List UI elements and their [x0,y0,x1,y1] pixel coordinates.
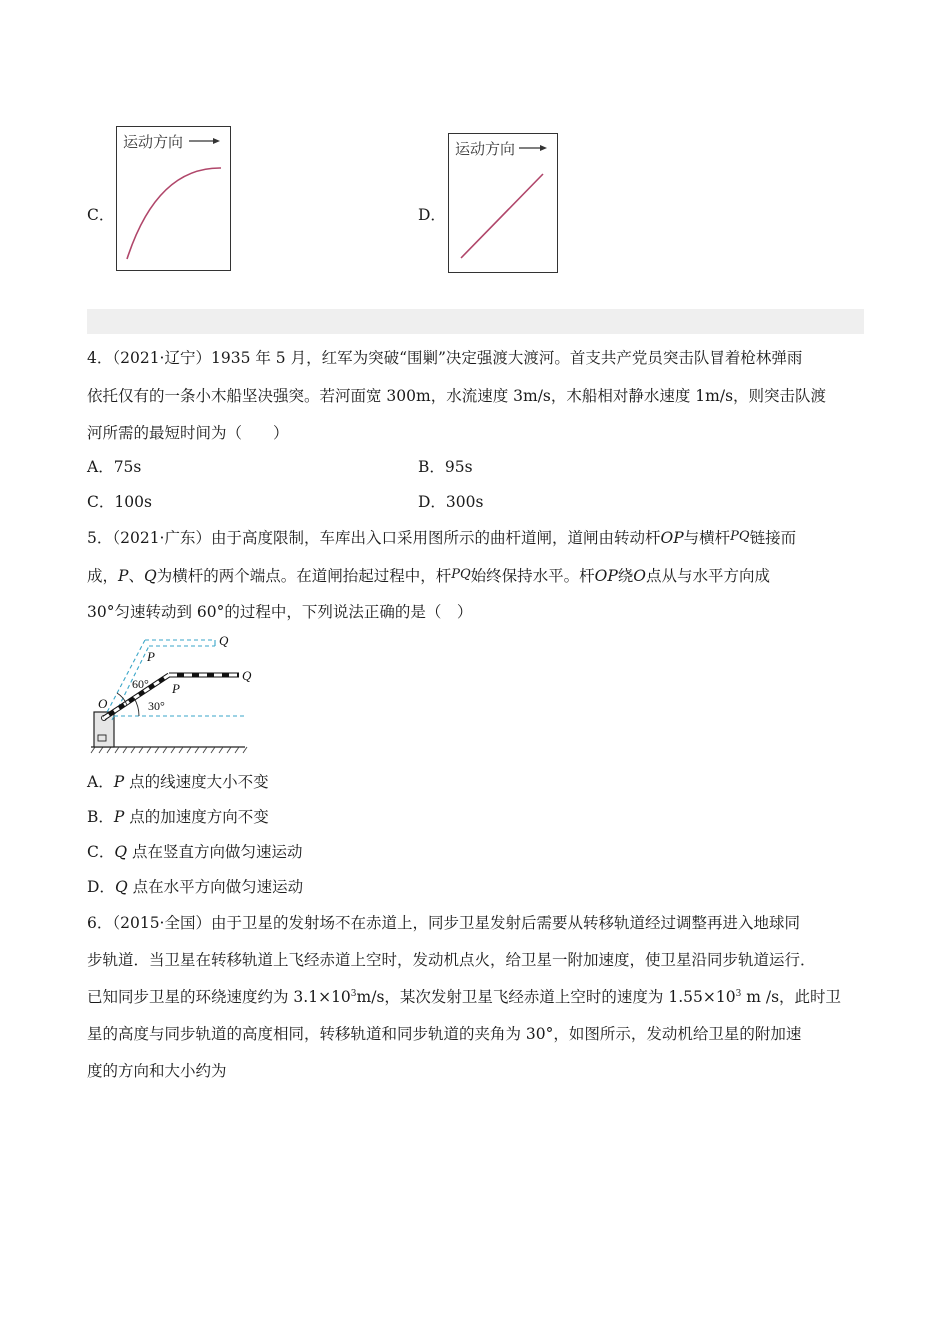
label-p-upper: P [147,649,155,664]
q4-option-a[interactable]: A．75s [87,458,142,476]
angle-30-label: 30° [148,699,165,713]
q6-text-line3 [87,987,841,1007]
q5-line1-part: 5．（2021·广东）由于高度限制，车库出入口采用图所示的曲杆道闸，道闸由转动杆 [87,529,661,547]
var-pq: PQ [451,567,471,582]
straight-line [461,174,543,258]
option-d-figure [448,133,558,273]
q5-line2-part: 成， [87,567,119,585]
var-p: P [118,567,129,585]
q6-text-line4: 星的高度与同步轨道的高度相同，转移轨道和同步轨道的夹角为 30°，如图所示，发动机给卫星的附加速 [87,1025,802,1043]
option-c-label: C． [87,206,115,224]
option-var: Q [114,843,128,861]
label-p-lower: P [172,681,180,696]
q4-option-b[interactable]: B．95s [418,458,473,476]
option-text: 点的加速度方向不变 [124,808,269,826]
curve-line [127,168,221,259]
var-op: OP [660,529,684,547]
q5-option-b[interactable] [87,807,269,827]
option-letter: A． [87,773,114,791]
q5-option-a[interactable] [87,772,269,792]
arrow-head-icon [213,138,220,144]
option-c-figure [116,126,231,271]
option-var: P [113,808,125,826]
var-q: Q [143,567,157,585]
section-divider [87,309,864,334]
ground-hatching [91,747,247,753]
q5-line2-part: 绕 [617,567,634,585]
option-text: 点在水平方向做匀速运动 [127,878,304,896]
q4-option-d[interactable]: D．300s [418,493,484,511]
q5-line1-part: 链接而 [749,529,797,547]
q4-option-c[interactable]: C．100s [87,493,152,511]
exponent: 3 [735,989,742,999]
q5-text-line2 [87,565,770,586]
q5-text-line1 [87,527,796,548]
arrow-head-icon [540,145,547,151]
q4-text-line1: 4．（2021·辽宁）1935 年 5 月，红军为突破“围剿”决定强渡大渡河。首支共产党员突击队冒着枪林弹雨 [87,349,803,367]
label-q-lower: Q [242,668,252,683]
q6-line3-part: m /s，此时卫 [741,988,842,1006]
angle-60-label: 60° [132,677,149,691]
q6-text-line2: 步轨道．当卫星在转移轨道上飞经赤道上空时，发动机点火，给卫星一附加速度，使卫星沿同步轨道运行． [87,951,816,969]
q6-text-line5: 度的方向和大小约为 [87,1062,227,1080]
option-letter: C． [87,843,115,861]
q5-line2-part: 为横杆的两个端点。在道闸抬起过程中，杆 [156,567,452,585]
q5-text-line3: 30°匀速转动到 60°的过程中，下列说法正确的是（ ） [87,603,473,621]
q5-line2-part: 、 [128,567,144,585]
q6-line3-part: m/s，某次发射卫星飞经赤道上空时的速度为 1.55×10 [356,988,736,1006]
option-d-label: D． [418,206,446,224]
var-pq: PQ [730,529,750,544]
motion-direction-label: 运动方向 [123,133,184,151]
label-o: O [98,696,108,711]
option-letter: B． [87,808,114,826]
label-q-upper: Q [219,633,229,648]
q5-line2-part: 点从与水平方向成 [646,567,771,585]
barrier-gate-diagram [87,630,257,755]
q4-text-line3: 河所需的最短时间为（ ） [87,424,289,442]
option-var: P [113,773,125,791]
option-var: Q [114,878,128,896]
q6-text-line1: 6．（2015·全国）由于卫星的发射场不在赤道上，同步卫星发射后需要从转移轨道经过调整再进入地球同 [87,914,800,932]
q6-line3-part: 已知同步卫星的环绕速度约为 3.1×10 [87,988,351,1006]
option-text: 点的线速度大小不变 [124,773,269,791]
option-text: 点在竖直方向做匀速运动 [127,843,303,861]
q5-line2-part: 始终保持水平。杆 [470,567,595,585]
q4-text-line2: 依托仅有的一条小木船坚决强突。若河面宽 300m，水流速度 3m/s，木船相对静水速度 1m/s，则突击队渡 [87,387,827,405]
q5-line1-part: 与横杆 [683,529,731,547]
var-o: O [633,567,646,585]
exponent: 3 [350,989,357,999]
q5-option-c[interactable] [87,842,303,862]
angle-arc-30 [134,698,139,716]
var-op: OP [594,567,618,585]
q5-option-d[interactable] [87,877,303,897]
motion-direction-label: 运动方向 [455,140,516,158]
option-letter: D． [87,878,115,896]
